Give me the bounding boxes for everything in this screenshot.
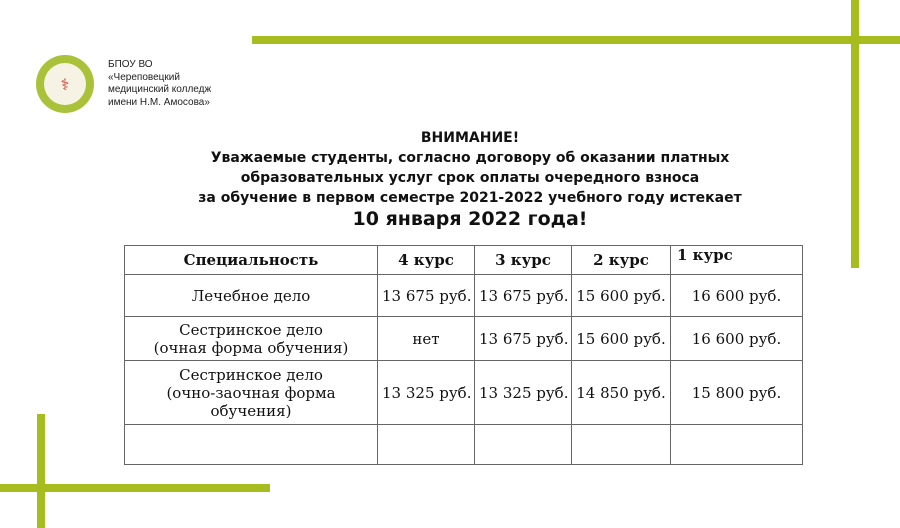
table-row — [125, 275, 803, 317]
header-course-4: 4 курс — [378, 246, 475, 275]
fee-cell: 15 600 руб. — [572, 317, 671, 361]
header-course-3: 3 курс — [475, 246, 572, 275]
fee-cell: 14 850 руб. — [572, 361, 671, 425]
fee-cell: 13 325 руб. — [378, 361, 475, 425]
specialty-line: Сестринское дело — [179, 365, 323, 384]
tuition-fee-table — [124, 245, 803, 465]
fee-cell: 16 600 руб. — [671, 275, 803, 317]
specialty-cell — [125, 275, 378, 317]
table-header-row — [125, 246, 803, 275]
table-row — [125, 361, 803, 425]
specialty-cell — [125, 317, 378, 361]
notice-deadline: 10 января 2022 года! — [352, 208, 588, 230]
fee-cell: 15 600 руб. — [572, 275, 671, 317]
org-line: медицинский колледж — [108, 84, 212, 95]
notice-line: Уважаемые студенты, согласно договору об оказании платных — [210, 150, 730, 166]
specialty-line: (очно-заочная форма — [166, 383, 336, 402]
table-row — [125, 317, 803, 361]
header-course-1: 1 курс — [671, 246, 803, 275]
notice-line: образовательных услуг срок оплаты очередного взноса — [240, 170, 700, 186]
decorative-bar-top-horizontal — [252, 36, 900, 44]
table-row-empty — [125, 425, 803, 465]
empty-cell — [378, 425, 475, 465]
notice-line: за обучение в первом семестре 2021-2022 учебного году истекает — [198, 190, 742, 206]
org-line: БПОУ ВО — [108, 59, 153, 70]
fee-cell: 15 800 руб. — [671, 361, 803, 425]
empty-cell — [572, 425, 671, 465]
empty-cell — [475, 425, 572, 465]
payment-notice — [150, 128, 790, 230]
fee-cell: 13 325 руб. — [475, 361, 572, 425]
fee-cell: 13 675 руб. — [475, 275, 572, 317]
org-line: «Череповецкий — [108, 71, 180, 83]
college-emblem-icon — [36, 55, 94, 113]
specialty-cell — [125, 361, 378, 425]
empty-cell — [671, 425, 803, 465]
decorative-bar-top-vertical — [851, 0, 859, 268]
empty-cell — [125, 425, 378, 465]
header-specialty: Специальность — [125, 246, 378, 275]
specialty-line: Сестринское дело — [179, 320, 323, 339]
organization-name — [108, 59, 278, 109]
notice-heading: ВНИМАНИЕ! — [420, 130, 520, 146]
specialty-line: Лечебное дело — [191, 286, 311, 305]
fee-cell: 13 675 руб. — [475, 317, 572, 361]
caduceus-icon: ⚕ — [44, 63, 86, 105]
decorative-bar-bottom-horizontal — [0, 484, 270, 492]
specialty-line: обучения) — [210, 401, 292, 420]
org-line: имени Н.М. Амосова» — [108, 96, 210, 108]
header-course-2: 2 курс — [572, 246, 671, 275]
decorative-bar-bottom-vertical — [37, 414, 45, 528]
fee-cell: 13 675 руб. — [378, 275, 475, 317]
fee-cell: 16 600 руб. — [671, 317, 803, 361]
fee-cell: нет — [378, 317, 475, 361]
specialty-line: (очная форма обучения) — [153, 338, 349, 357]
